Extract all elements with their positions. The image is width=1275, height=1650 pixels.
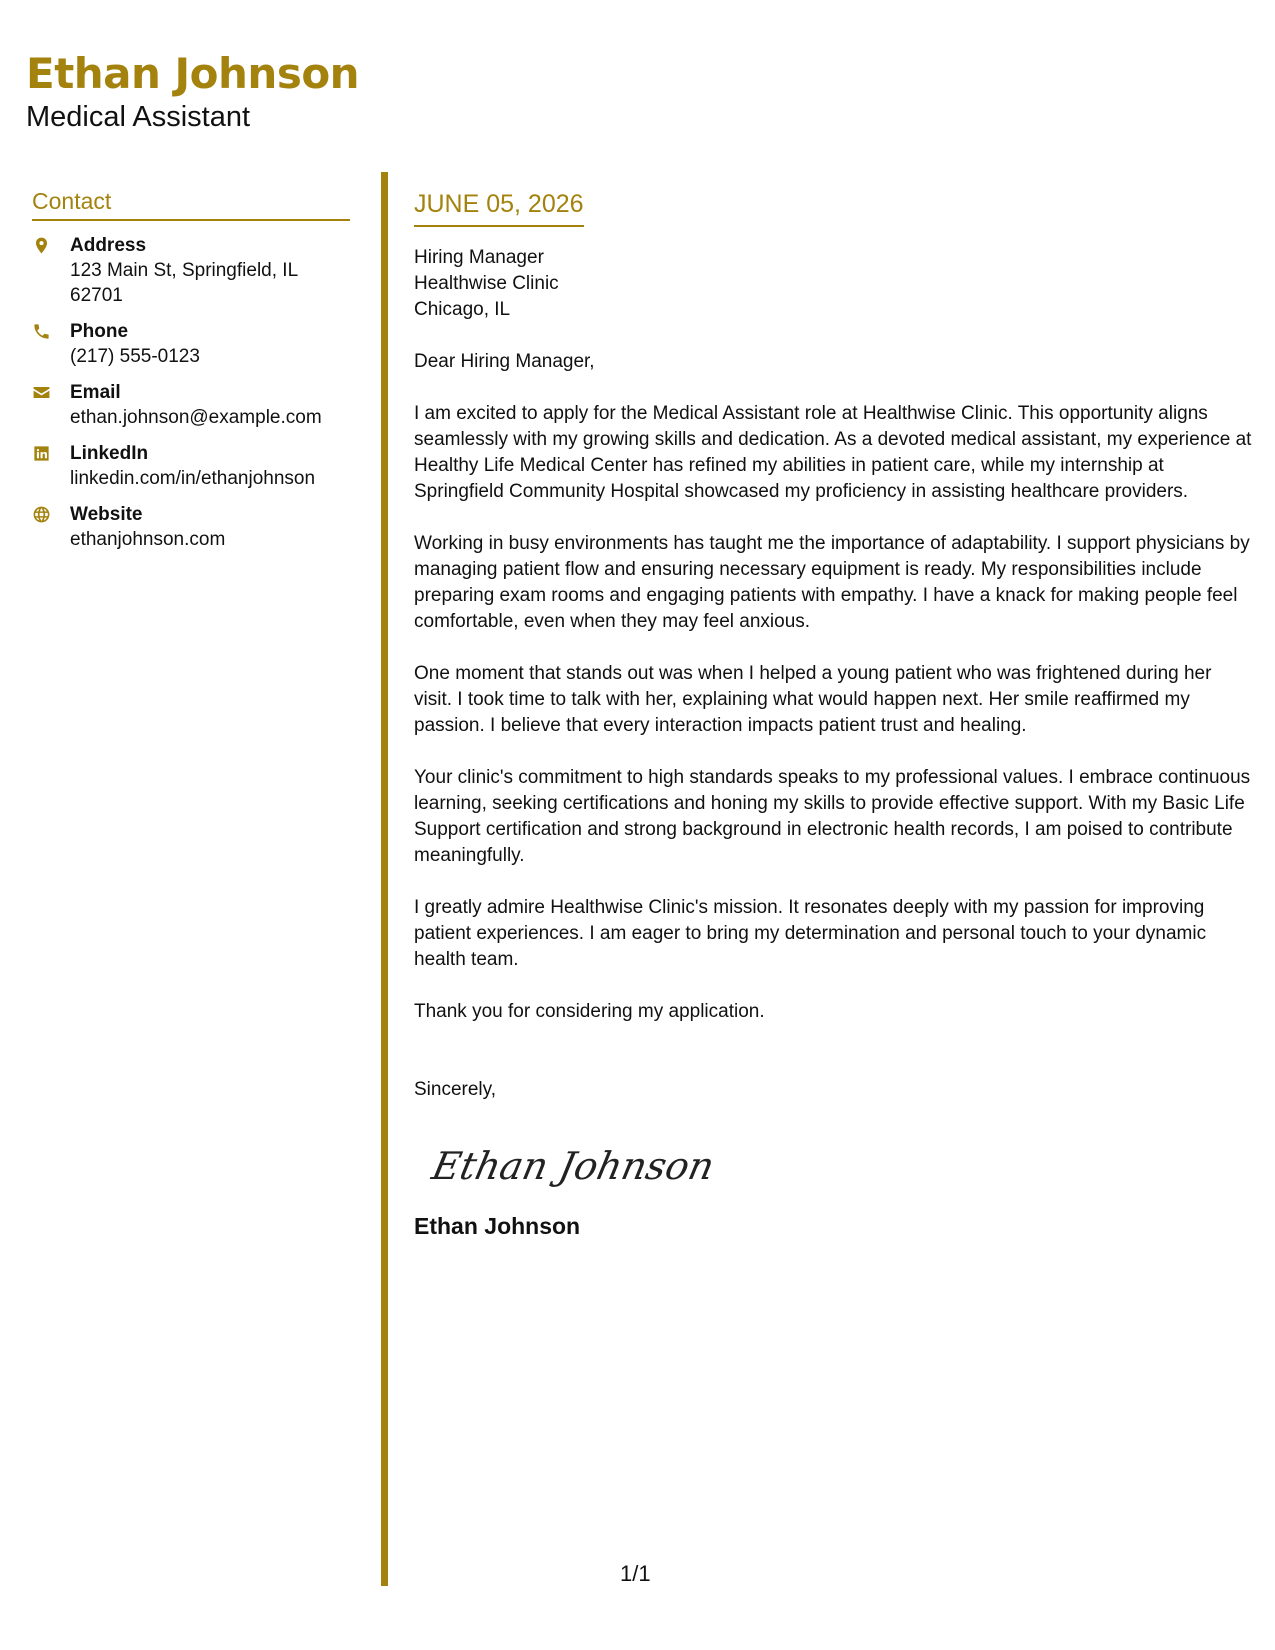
contact-sidebar — [32, 188, 350, 563]
header — [26, 48, 359, 134]
closing: Sincerely, — [414, 1079, 497, 1100]
recipient-block — [414, 245, 1254, 323]
letter-paragraph: Your clinic's commitment to high standards speaks to my professional values. I embrace continuous learning, seeking certifications and honing my skills to provide effective support. With my Basic Life Support certification and strong background in electronic health records, I am poised to contribute meaningfully. — [414, 767, 1251, 866]
address-value: 123 Main St, Springfield, IL 62701 — [70, 260, 298, 306]
signer-name: Ethan Johnson — [414, 1213, 581, 1239]
linkedin-icon — [32, 441, 70, 463]
contact-linkedin — [32, 441, 350, 491]
page-number: 1/1 — [620, 1561, 651, 1586]
contact-label: LinkedIn — [70, 443, 149, 464]
letter-paragraph: One moment that stands out was when I helped a young patient who was frightened during her visit. I took time to talk with her, explaining what would happen next. Her smile reaffirmed my passion. I believe that every interaction impacts patient trust and healing. — [414, 663, 1212, 736]
letter-paragraph: Working in busy environments has taught me the importance of adaptability. I support physicians by managing patient flow and ensuring necessary equipment is ready. My responsibilities include preparing exam rooms and engaging patients with empathy. I have a knack for making people feel comfortable, even when they may feel anxious. — [414, 533, 1250, 632]
letter-body — [414, 190, 1254, 1240]
contact-heading: Contact — [32, 188, 350, 221]
contact-label: Website — [70, 504, 143, 525]
contact-label: Address — [70, 235, 147, 256]
salutation: Dear Hiring Manager, — [414, 351, 595, 372]
website-value: ethanjohnson.com — [70, 529, 226, 550]
contact-website — [32, 502, 350, 552]
contact-email — [32, 380, 350, 430]
signature — [430, 1133, 1254, 1199]
letter-paragraph: I greatly admire Healthwise Clinic's mission. It resonates deeply with my passion for improving patient experiences. I am eager to bring my determination and personal touch to your dynamic health team. — [414, 897, 1207, 970]
vertical-divider — [381, 172, 388, 1586]
recipient-line: Chicago, IL — [414, 299, 511, 320]
recipient-line: Healthwise Clinic — [414, 273, 559, 294]
letter-date: JUNE 05, 2026 — [414, 190, 584, 227]
contact-phone — [32, 319, 350, 369]
contact-label: Email — [70, 382, 121, 403]
signature-image — [428, 1133, 719, 1199]
applicant-title: Medical Assistant — [26, 101, 251, 133]
envelope-icon — [32, 380, 70, 402]
linkedin-value: linkedin.com/in/ethanjohnson — [70, 468, 316, 489]
globe-icon — [32, 502, 70, 524]
signature-text: Ethan Johnson — [428, 1144, 719, 1189]
contact-address — [32, 233, 350, 308]
letter-paragraph: Thank you for considering my application. — [414, 1001, 765, 1022]
phone-icon — [32, 319, 70, 341]
email-value: ethan.johnson@example.com — [70, 407, 322, 428]
applicant-name: Ethan Johnson — [26, 49, 360, 98]
contact-label: Phone — [70, 321, 129, 342]
phone-value: (217) 555-0123 — [70, 346, 200, 367]
letter-paragraph: I am excited to apply for the Medical Assistant role at Healthwise Clinic. This opportunity aligns seamlessly with my growing skills and dedication. As a devoted medical assistant, my experience at Healthy Life Medical Center has refined my abilities in patient care, while my internship at Springfield Community Hospital showcased my proficiency in assisting healthcare providers. — [414, 403, 1252, 502]
map-pin-icon — [32, 233, 70, 255]
recipient-line: Hiring Manager — [414, 247, 544, 268]
